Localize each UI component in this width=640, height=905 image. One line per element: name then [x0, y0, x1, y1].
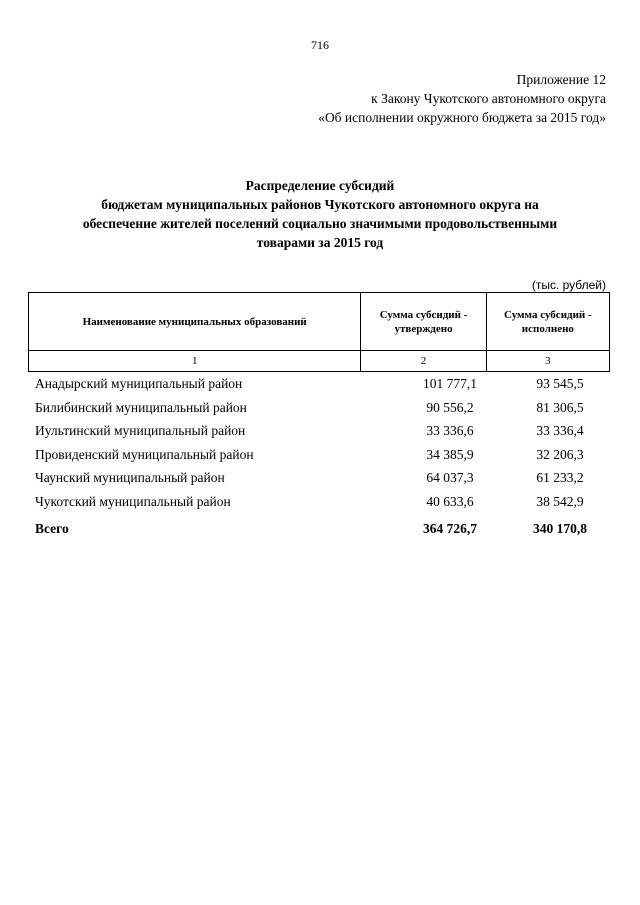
municipality-name: Иультинский муниципальный район [35, 423, 246, 438]
executed-amount: 81 306,5 [536, 399, 584, 415]
executed-amount: 38 542,9 [536, 493, 584, 509]
annex-reference [318, 70, 606, 127]
annex-line-1: Приложение 12 [516, 72, 606, 87]
total-executed: 340 170,8 [533, 521, 587, 536]
column-number-2: 2 [361, 351, 486, 372]
table-row [28, 396, 610, 420]
table-header [28, 292, 610, 372]
header-row [29, 293, 610, 351]
municipality-name: Провиденский муниципальный район [35, 446, 254, 462]
approved-amount: 33 336,6 [426, 423, 474, 438]
header-executed: Сумма субсидий - исполнено [486, 293, 609, 351]
title-line-3: обеспечение жителей поселений социально значимыми продовольственными [82, 216, 558, 231]
total-label: Всего [35, 521, 69, 536]
municipality-name: Анадырский муниципальный район [35, 376, 243, 391]
column-number-3: 3 [486, 351, 609, 372]
header-municipality: Наименование муниципальных образований [29, 293, 361, 351]
annex-line-3: «Об исполнении окружного бюджета за 2015 год» [318, 110, 606, 125]
title-line-1: Распределение субсидий [245, 178, 395, 193]
table-row [28, 490, 610, 514]
executed-amount: 33 336,4 [536, 423, 584, 438]
table-row [28, 372, 610, 396]
municipality-name: Билибинский муниципальный район [35, 399, 247, 415]
document-title [40, 176, 600, 252]
executed-amount: 93 545,5 [536, 376, 584, 391]
table-row [28, 443, 610, 467]
total-approved: 364 726,7 [423, 521, 477, 536]
column-number-row [29, 351, 610, 372]
title-line-2: бюджетам муниципальных районов Чукотского автономного округа на [101, 197, 539, 212]
municipality-name: Чукотский муниципальный район [35, 493, 231, 509]
table-row [28, 419, 610, 443]
executed-amount: 61 233,2 [536, 470, 584, 485]
header-approved: Сумма субсидий - утверждено [361, 293, 486, 351]
unit-label: (тыс. рублей) [531, 278, 606, 292]
page-number: 716 [311, 38, 329, 52]
total-row [28, 517, 610, 541]
approved-amount: 101 777,1 [423, 376, 477, 391]
approved-amount: 34 385,9 [426, 446, 474, 462]
approved-amount: 40 633,6 [426, 493, 474, 509]
approved-amount: 90 556,2 [426, 399, 474, 415]
title-line-4: товарами за 2015 год [256, 235, 384, 250]
table-body [28, 372, 610, 541]
column-number-1: 1 [29, 351, 361, 372]
municipality-name: Чаунский муниципальный район [35, 470, 225, 485]
table-row [28, 466, 610, 490]
executed-amount: 32 206,3 [536, 446, 584, 462]
annex-line-2: к Закону Чукотского автономного округа [371, 91, 606, 106]
approved-amount: 64 037,3 [426, 470, 474, 485]
